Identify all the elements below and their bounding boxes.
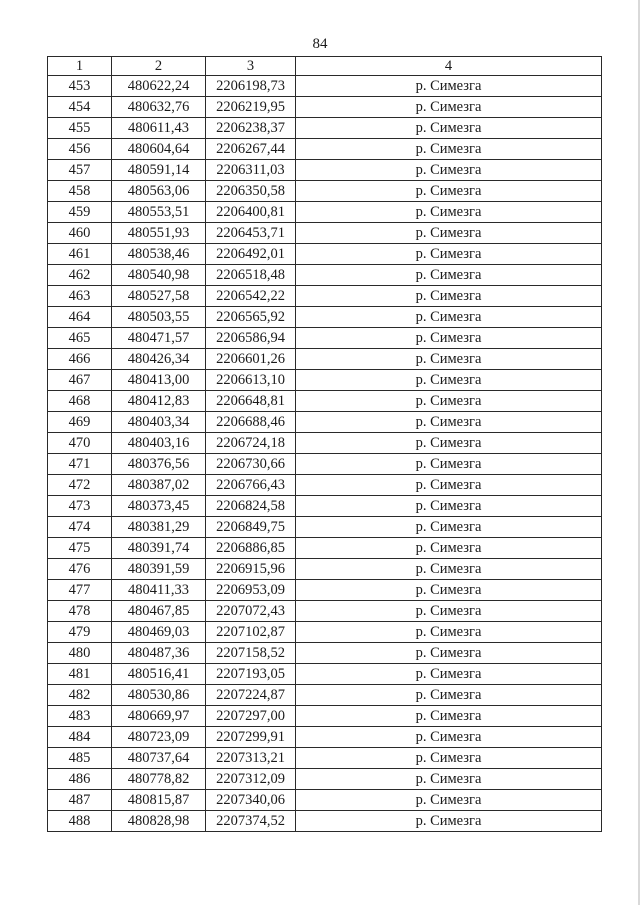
y-coordinate-cell: 2207297,00 <box>206 706 296 727</box>
x-coordinate-cell: 480611,43 <box>112 118 206 139</box>
header-col-1: 1 <box>48 57 112 76</box>
y-coordinate-cell: 2207299,91 <box>206 727 296 748</box>
x-coordinate-cell: 480527,58 <box>112 286 206 307</box>
x-coordinate-cell: 480632,76 <box>112 97 206 118</box>
table-row <box>48 160 602 181</box>
x-coordinate-cell: 480723,09 <box>112 727 206 748</box>
point-number-cell: 477 <box>48 580 112 601</box>
table-row <box>48 622 602 643</box>
table-row <box>48 433 602 454</box>
description-cell: р. Симезга <box>296 223 602 244</box>
y-coordinate-cell: 2206492,01 <box>206 244 296 265</box>
description-cell: р. Симезга <box>296 664 602 685</box>
y-coordinate-cell: 2207072,43 <box>206 601 296 622</box>
table-row <box>48 601 602 622</box>
table-row <box>48 496 602 517</box>
x-coordinate-cell: 480471,57 <box>112 328 206 349</box>
y-coordinate-cell: 2206613,10 <box>206 370 296 391</box>
description-cell: р. Симезга <box>296 307 602 328</box>
x-coordinate-cell: 480373,45 <box>112 496 206 517</box>
description-cell: р. Симезга <box>296 433 602 454</box>
x-coordinate-cell: 480516,41 <box>112 664 206 685</box>
x-coordinate-cell: 480411,33 <box>112 580 206 601</box>
description-cell: р. Симезга <box>296 370 602 391</box>
point-number-cell: 471 <box>48 454 112 475</box>
x-coordinate-cell: 480487,36 <box>112 643 206 664</box>
description-cell: р. Симезга <box>296 181 602 202</box>
point-number-cell: 470 <box>48 433 112 454</box>
y-coordinate-cell: 2206542,22 <box>206 286 296 307</box>
header-col-4: 4 <box>296 57 602 76</box>
description-cell: р. Симезга <box>296 622 602 643</box>
point-number-cell: 479 <box>48 622 112 643</box>
table-row <box>48 538 602 559</box>
point-number-cell: 484 <box>48 727 112 748</box>
description-cell: р. Симезга <box>296 454 602 475</box>
x-coordinate-cell: 480551,93 <box>112 223 206 244</box>
y-coordinate-cell: 2206238,37 <box>206 118 296 139</box>
description-cell: р. Симезга <box>296 286 602 307</box>
point-number-cell: 474 <box>48 517 112 538</box>
table-row <box>48 454 602 475</box>
page-number: 84 <box>312 36 328 52</box>
point-number-cell: 483 <box>48 706 112 727</box>
point-number-cell: 480 <box>48 643 112 664</box>
table-row <box>48 223 602 244</box>
y-coordinate-cell: 2206453,71 <box>206 223 296 244</box>
point-number-cell: 487 <box>48 790 112 811</box>
table-row <box>48 643 602 664</box>
point-number-cell: 481 <box>48 664 112 685</box>
y-coordinate-cell: 2206586,94 <box>206 328 296 349</box>
description-cell: р. Симезга <box>296 97 602 118</box>
table-row <box>48 307 602 328</box>
point-number-cell: 473 <box>48 496 112 517</box>
y-coordinate-cell: 2206565,92 <box>206 307 296 328</box>
x-coordinate-cell: 480737,64 <box>112 748 206 769</box>
point-number-cell: 464 <box>48 307 112 328</box>
coordinates-table <box>47 56 602 832</box>
description-cell: р. Симезга <box>296 265 602 286</box>
y-coordinate-cell: 2206219,95 <box>206 97 296 118</box>
x-coordinate-cell: 480403,34 <box>112 412 206 433</box>
description-cell: р. Симезга <box>296 580 602 601</box>
y-coordinate-cell: 2207224,87 <box>206 685 296 706</box>
header-col-3: 3 <box>206 57 296 76</box>
point-number-cell: 475 <box>48 538 112 559</box>
y-coordinate-cell: 2206518,48 <box>206 265 296 286</box>
table-row <box>48 706 602 727</box>
y-coordinate-cell: 2206766,43 <box>206 475 296 496</box>
point-number-cell: 462 <box>48 265 112 286</box>
y-coordinate-cell: 2206724,18 <box>206 433 296 454</box>
table-row <box>48 811 602 832</box>
table-row <box>48 790 602 811</box>
x-coordinate-cell: 480391,59 <box>112 559 206 580</box>
table-row <box>48 118 602 139</box>
y-coordinate-cell: 2206886,85 <box>206 538 296 559</box>
point-number-cell: 457 <box>48 160 112 181</box>
point-number-cell: 486 <box>48 769 112 790</box>
table-row <box>48 244 602 265</box>
description-cell: р. Симезга <box>296 706 602 727</box>
x-coordinate-cell: 480403,16 <box>112 433 206 454</box>
table-row <box>48 559 602 580</box>
table-row <box>48 181 602 202</box>
x-coordinate-cell: 480591,14 <box>112 160 206 181</box>
table-row <box>48 580 602 601</box>
x-coordinate-cell: 480426,34 <box>112 349 206 370</box>
description-cell: р. Симезга <box>296 769 602 790</box>
y-coordinate-cell: 2206311,03 <box>206 160 296 181</box>
y-coordinate-cell: 2206648,81 <box>206 391 296 412</box>
description-cell: р. Симезга <box>296 160 602 181</box>
header-col-2: 2 <box>112 57 206 76</box>
description-cell: р. Симезга <box>296 391 602 412</box>
description-cell: р. Симезга <box>296 412 602 433</box>
table-row <box>48 664 602 685</box>
point-number-cell: 467 <box>48 370 112 391</box>
point-number-cell: 469 <box>48 412 112 433</box>
x-coordinate-cell: 480828,98 <box>112 811 206 832</box>
table-row <box>48 412 602 433</box>
y-coordinate-cell: 2207340,06 <box>206 790 296 811</box>
description-cell: р. Симезга <box>296 538 602 559</box>
point-number-cell: 482 <box>48 685 112 706</box>
table-row <box>48 370 602 391</box>
point-number-cell: 454 <box>48 97 112 118</box>
description-cell: р. Симезга <box>296 601 602 622</box>
description-cell: р. Симезга <box>296 727 602 748</box>
table-row <box>48 202 602 223</box>
table-row <box>48 748 602 769</box>
y-coordinate-cell: 2206849,75 <box>206 517 296 538</box>
point-number-cell: 488 <box>48 811 112 832</box>
x-coordinate-cell: 480553,51 <box>112 202 206 223</box>
y-coordinate-cell: 2206824,58 <box>206 496 296 517</box>
table-row <box>48 727 602 748</box>
point-number-cell: 465 <box>48 328 112 349</box>
x-coordinate-cell: 480376,56 <box>112 454 206 475</box>
description-cell: р. Симезга <box>296 790 602 811</box>
description-cell: р. Симезга <box>296 811 602 832</box>
point-number-cell: 476 <box>48 559 112 580</box>
point-number-cell: 456 <box>48 139 112 160</box>
description-cell: р. Симезга <box>296 202 602 223</box>
x-coordinate-cell: 480604,64 <box>112 139 206 160</box>
point-number-cell: 458 <box>48 181 112 202</box>
table-header <box>48 57 602 76</box>
description-cell: р. Симезга <box>296 517 602 538</box>
y-coordinate-cell: 2207158,52 <box>206 643 296 664</box>
table-row <box>48 328 602 349</box>
y-coordinate-cell: 2207312,09 <box>206 769 296 790</box>
description-cell: р. Симезга <box>296 328 602 349</box>
x-coordinate-cell: 480503,55 <box>112 307 206 328</box>
x-coordinate-cell: 480563,06 <box>112 181 206 202</box>
table-row <box>48 76 602 97</box>
point-number-cell: 455 <box>48 118 112 139</box>
y-coordinate-cell: 2207102,87 <box>206 622 296 643</box>
y-coordinate-cell: 2206198,73 <box>206 76 296 97</box>
y-coordinate-cell: 2207374,52 <box>206 811 296 832</box>
description-cell: р. Симезга <box>296 244 602 265</box>
y-coordinate-cell: 2206953,09 <box>206 580 296 601</box>
description-cell: р. Симезга <box>296 118 602 139</box>
description-cell: р. Симезга <box>296 76 602 97</box>
y-coordinate-cell: 2206350,58 <box>206 181 296 202</box>
point-number-cell: 466 <box>48 349 112 370</box>
point-number-cell: 461 <box>48 244 112 265</box>
y-coordinate-cell: 2206730,66 <box>206 454 296 475</box>
point-number-cell: 468 <box>48 391 112 412</box>
x-coordinate-cell: 480413,00 <box>112 370 206 391</box>
point-number-cell: 459 <box>48 202 112 223</box>
y-coordinate-cell: 2206915,96 <box>206 559 296 580</box>
point-number-cell: 460 <box>48 223 112 244</box>
point-number-cell: 453 <box>48 76 112 97</box>
description-cell: р. Симезга <box>296 685 602 706</box>
point-number-cell: 463 <box>48 286 112 307</box>
point-number-cell: 485 <box>48 748 112 769</box>
y-coordinate-cell: 2206267,44 <box>206 139 296 160</box>
y-coordinate-cell: 2206688,46 <box>206 412 296 433</box>
description-cell: р. Симезга <box>296 643 602 664</box>
x-coordinate-cell: 480622,24 <box>112 76 206 97</box>
point-number-cell: 472 <box>48 475 112 496</box>
y-coordinate-cell: 2207193,05 <box>206 664 296 685</box>
x-coordinate-cell: 480778,82 <box>112 769 206 790</box>
x-coordinate-cell: 480538,46 <box>112 244 206 265</box>
table-row <box>48 685 602 706</box>
x-coordinate-cell: 480815,87 <box>112 790 206 811</box>
description-cell: р. Симезга <box>296 496 602 517</box>
description-cell: р. Симезга <box>296 349 602 370</box>
y-coordinate-cell: 2206601,26 <box>206 349 296 370</box>
x-coordinate-cell: 480530,86 <box>112 685 206 706</box>
table-body <box>48 76 602 832</box>
y-coordinate-cell: 2206400,81 <box>206 202 296 223</box>
description-cell: р. Симезга <box>296 139 602 160</box>
x-coordinate-cell: 480669,97 <box>112 706 206 727</box>
table-row <box>48 265 602 286</box>
description-cell: р. Симезга <box>296 475 602 496</box>
x-coordinate-cell: 480412,83 <box>112 391 206 412</box>
table-row <box>48 349 602 370</box>
x-coordinate-cell: 480540,98 <box>112 265 206 286</box>
table-row <box>48 475 602 496</box>
x-coordinate-cell: 480381,29 <box>112 517 206 538</box>
x-coordinate-cell: 480467,85 <box>112 601 206 622</box>
x-coordinate-cell: 480387,02 <box>112 475 206 496</box>
header-row <box>48 57 602 76</box>
y-coordinate-cell: 2207313,21 <box>206 748 296 769</box>
table-row <box>48 139 602 160</box>
x-coordinate-cell: 480469,03 <box>112 622 206 643</box>
description-cell: р. Симезга <box>296 748 602 769</box>
table-row <box>48 286 602 307</box>
table-row <box>48 391 602 412</box>
description-cell: р. Симезга <box>296 559 602 580</box>
x-coordinate-cell: 480391,74 <box>112 538 206 559</box>
table-row <box>48 97 602 118</box>
point-number-cell: 478 <box>48 601 112 622</box>
table-row <box>48 769 602 790</box>
table-row <box>48 517 602 538</box>
